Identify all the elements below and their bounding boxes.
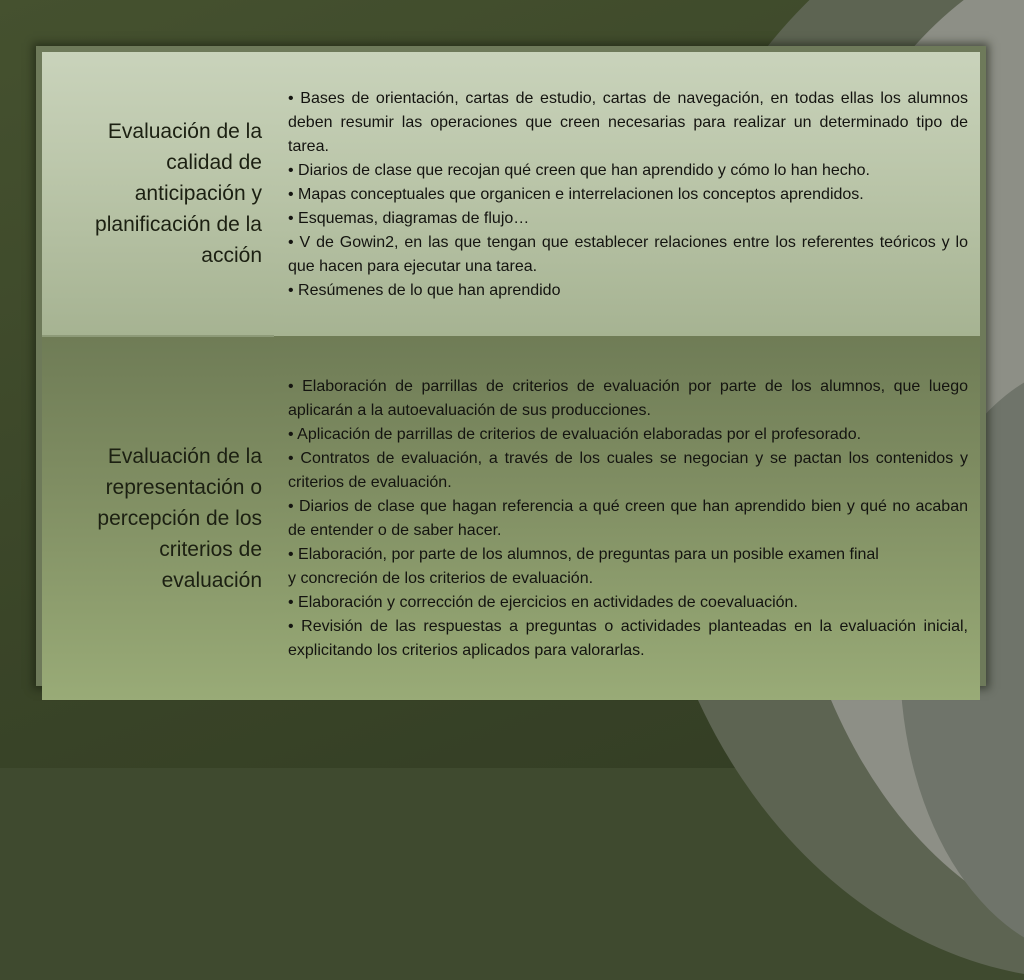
list-item: • Elaboración, por parte de los alumnos, de preguntas para un posible examen final: [288, 546, 879, 563]
list-item: • Contratos de evaluación, a través de los cuales se negocian y se pactan los contenidos y criterios de evaluación.: [288, 450, 968, 491]
table-row: [42, 336, 980, 700]
table-row: [42, 52, 980, 336]
list-item: • Mapas conceptuales que organicen e interrelacionen los conceptos aprendidos.: [288, 186, 864, 203]
list-item: • Esquemas, diagramas de flujo…: [288, 210, 530, 227]
row-items: [274, 336, 980, 700]
list-item: • Elaboración de parrillas de criterios de evaluación por parte de los alumnos, que luego aplicarán a la autoevaluación de sus producciones.: [288, 378, 968, 419]
row-label: Evaluación de la representación o percepción de los criterios de evaluación: [42, 336, 274, 700]
row-label: Evaluación de la calidad de anticipación y planificación de la acción: [42, 52, 274, 336]
list-item: • Resúmenes de lo que han aprendido: [288, 282, 561, 299]
list-item: • Elaboración y corrección de ejercicios en actividades de coevaluación.: [288, 594, 798, 611]
list-item: • Diarios de clase que recojan qué creen que han aprendido y cómo lo han hecho.: [288, 162, 870, 179]
list-item: • Bases de orientación, cartas de estudio, cartas de navegación, en todas ellas los alumnos deben resumir las operaciones que creen necesarias para realizar un determinado tipo de tarea.: [288, 90, 968, 155]
list-item: • Diarios de clase que hagan referencia a qué creen que han aprendido bien y qué no acaban de entender o de saber hacer.: [288, 498, 968, 539]
list-item: y concreción de los criterios de evaluación.: [288, 570, 594, 587]
content-table: [42, 52, 980, 700]
list-item: • Revisión de las respuestas a preguntas o actividades planteadas en la evaluación inicial, explicitando los criterios aplicados para valorarlas.: [288, 618, 968, 659]
row-items: [274, 52, 980, 336]
list-item: • V de Gowin2, en las que tengan que establecer relaciones entre los referentes teóricos y lo que hacen para ejecutar una tarea.: [288, 234, 968, 275]
list-item: • Aplicación de parrillas de criterios de evaluación elaboradas por el profesorado.: [288, 426, 862, 443]
